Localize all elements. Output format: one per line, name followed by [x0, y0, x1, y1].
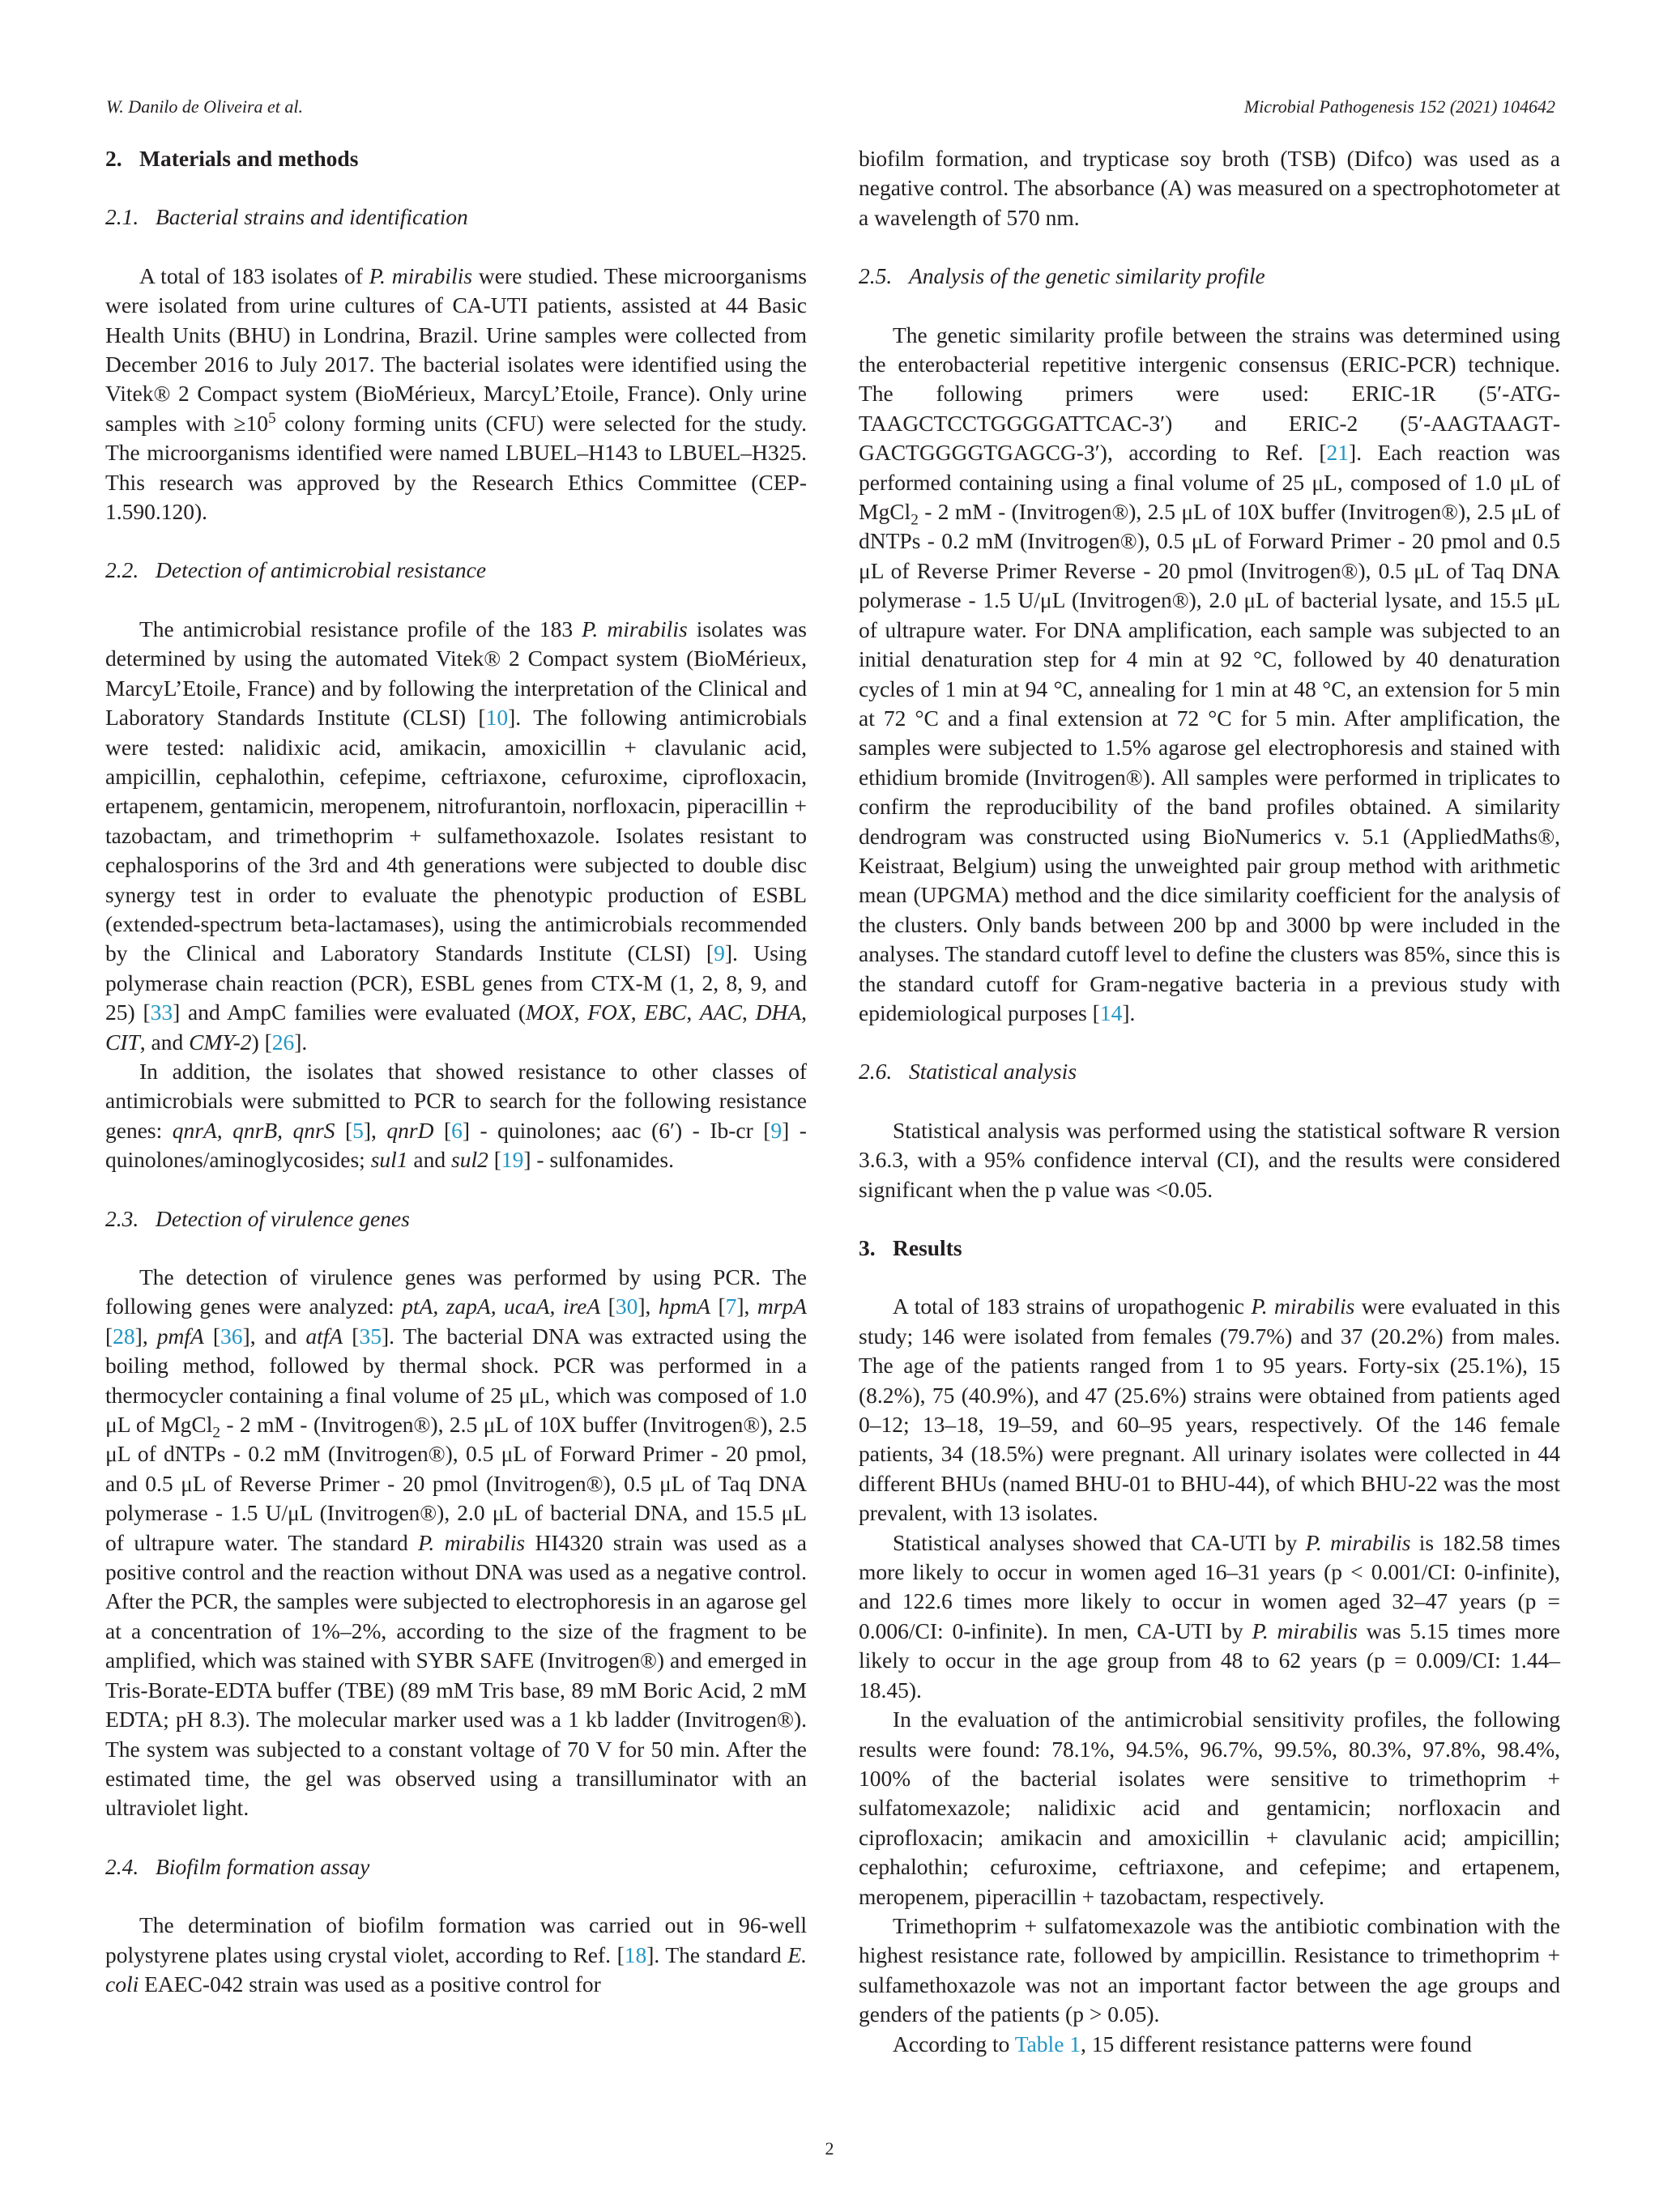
citation-link[interactable]: 30 — [615, 1294, 638, 1319]
citation-link[interactable]: 7 — [725, 1294, 737, 1319]
section-heading-2: 2. Materials and methods — [105, 146, 359, 171]
citation-link[interactable]: 33 — [150, 999, 173, 1025]
paragraph-results-overview: A total of 183 strains of uropathogenic P. mirabilis were evaluated in this study; 146 were isolated from females (79.7%) and 37 (20.2%) from males. The age of the patients ranged from 1 to 95 years. Forty-six (25.1%), 15 (8.2%), 75 (40.9%), and 47 (25.6%) strains were obtained from patients aged 0–12; 13–18, 19–59, and 60–95 years, respectively. Of the 146 female patients, 34 (18.5%) were pregnant. All urinary isolates were collected in 44 different BHUs (named BHU-01 to BHU-44), of which BHU-22 was the most prevalent, with 13 isolates. — [859, 1294, 1560, 1526]
citation-link[interactable]: 35 — [359, 1323, 382, 1349]
paragraph-genetic-similarity: The genetic similarity profile between the strains was determined using the enterobacterial repetitive intergenic consensus (ERIC-PCR) technique. The following primers were used: ERIC-1R (5′-ATGTAAGCTCCTGGGGATTCAC-3′) and ERIC-2 (5′-AAGTAAGTGACTGGGGTGAGCG-3′), according to Ref. [21]. Each reaction was performed containing using a final volume of 25 μL, composed of 1.0 μL of MgCl$_2$ - 2 mM - (Invitrogen®), 2.5 μL of 10X buffer (Invitrogen®), 2.5 μL of dNTPs - 0.2 mM (Invitrogen®), 0.5 μL of Forward Primer - 20 pmol and 0.5 μL of Reverse Primer Reverse - 20 pmol (Invitrogen®), 0.5 μL of Taq DNA polymerase - 1.5 U/μL (Invitrogen®), 2.0 μL of bacterial lysate, and 15.5 μL of ultrapure water. For DNA amplification, each sample was subjected to an initial denaturation step for 4 min at 92 °C, followed by 40 denaturation cycles of 1 min at 94 °C, annealing for 1 min at 48 °C, an extension for 5 min at 72 °C and a final extension at 72 °C for 5 min. After amplification, the samples were subjected to 1.5% agarose gel electrophoresis and stained with ethidium bromide (Invitrogen®). All samples were performed in triplicates to confirm the reproducibility of the band profiles obtained. A similarity dendrogram was constructed using BioNumerics v. 5.1 (AppliedMaths®, Keistraat, Belgium) using the unweighted pair group method with arithmetic mean (UPGMA) method and the dice similarity coefficient for the analysis of the clusters. Only bands between 200 bp and 3000 bp were included in the analyses. The standard cutoff level to define the clusters was 85%, since this is the standard cutoff for Gram-negative bacteria in a previous study with epidemiological purposes [14]. — [859, 322, 1560, 1025]
paragraph-statistical-analysis: Statistical analysis was performed using the statistical software R version 3.6.3, with a 95% confidence interval (CI), and the results were considered significant when the p value was <0.05. — [859, 1117, 1560, 1202]
paragraph-results-patterns: According to Table 1, 15 different resistance patterns were found — [893, 2031, 1472, 2056]
page-number: 2 — [825, 2138, 834, 2159]
paragraph-results-sensitivity: In the evaluation of the antimicrobial sensitivity profiles, the following results were found: 78.1%, 94.5%, 96.7%, 99.5%, 80.3%, 97.8%, 98.4%, 100% of the bacterial isolates were sensitive to trimethoprim + sulfatomexazole; nalidixic acid and gentamicin; norfloxacin and ciprofloxacin; amikacin and amoxicillin + clavulanic acid; ampicillin; cephalothin; cefuroxime, ceftriaxone, and cefepime; and ertapenem, meropenem, piperacillin + tazobactam, respectively. — [859, 1707, 1560, 1909]
citation-link[interactable]: 14 — [1099, 999, 1123, 1025]
paragraph-bacterial-strains: A total of 183 isolates of P. mirabilis were studied. These microorganisms were isolated from urine cultures of CA-UTI patients, assisted at 44 Basic Health Units (BHU) in Londrina, Brazil. Urine samples were collected from December 2016 to July 2017. The bacterial isolates were identified using the Vitek® 2 Compact system (BioMérieux, MarcyL’Etoile, France). Only urine samples with $\ge 10^5$ colony forming units (CFU) were selected for the study. The microorganisms identified were named LBUEL–H143 to LBUEL–H325. This research was approved by the Research Ethics Committee (CEP-1.590.120). — [105, 262, 807, 525]
citation-link[interactable]: 9 — [714, 940, 725, 966]
paragraph-resistance-genes: In addition, the isolates that showed resistance to other classes of antimicrobials were submitted to PCR to search for the following resistance genes: qnrA, qnrB, qnrS [5], qnrD [6] - quinolones; aac (6′) - Ib-cr [9] - quinolones/aminoglycosides; sul1 and sul2 [19] - sulfonamides. — [105, 1058, 807, 1173]
paragraph-biofilm-assay: The determination of biofilm formation was carried out in 96-well polystyrene plates using crystal violet, according to Ref. [18]. The standard E. coli EAEC-042 strain was used as a positive control for — [105, 1912, 808, 1997]
citation-link[interactable]: 5 — [352, 1117, 364, 1143]
subsection-heading-2-4: 2.4. Biofilm formation assay — [105, 1853, 370, 1879]
paragraph-results-statistics: Statistical analyses showed that CA-UTI by P. mirabilis is 182.58 times more likely to occur in women aged 16–31 years (p < 0.001/CI: 0-infinite), and 122.6 times more likely to occur in women aged 32–47 years (p = 0.006/CI: 0-infinite). In men, CA-UTI by P. mirabilis was 5.15 times more likely to occur in the age group from 48 to 62 years (p = 0.009/CI: 1.44–18.45). — [859, 1529, 1561, 1703]
citation-link[interactable]: 21 — [1326, 440, 1350, 466]
citation-link[interactable]: 19 — [501, 1147, 524, 1173]
subsection-heading-2-5: 2.5. Analysis of the genetic similarity profile — [859, 263, 1265, 289]
paragraph-results-resistance: Trimethoprim + sulfatomexazole was the antibiotic combination with the highest resistance rate, followed by ampicillin. Resistance to trimethoprim + sulfamethoxazole was not an important factor between the age groups and genders of the patients (p > 0.05). — [859, 1912, 1560, 2027]
left-column — [105, 144, 807, 1999]
citation-link[interactable]: 36 — [220, 1323, 243, 1349]
citation-link[interactable]: 28 — [113, 1323, 135, 1349]
subsection-heading-2-2: 2.2. Detection of antimicrobial resistance — [105, 557, 487, 583]
running-header-journal: Microbial Pathogenesis 152 (2021) 104642 — [1243, 96, 1555, 117]
section-heading-3: 3. Results — [859, 1235, 962, 1260]
table-1-link[interactable]: Table 1 — [1014, 2031, 1081, 2056]
paragraph-biofilm-continued: biofilm formation, and trypticase soy broth (TSB) (Difco) was used as a negative control. The absorbance (A) was measured on a spectrophotometer at a wavelength of 570 nm. — [859, 146, 1560, 230]
citation-link[interactable]: 9 — [770, 1117, 783, 1143]
citation-link[interactable]: 26 — [271, 1029, 295, 1055]
running-header-authors: W. Danilo de Oliveira et al. — [106, 96, 303, 117]
citation-link[interactable]: 10 — [485, 705, 509, 731]
right-column — [859, 144, 1560, 2059]
citation-link[interactable]: 18 — [624, 1941, 647, 1967]
paragraph-virulence-genes: The detection of virulence genes was performed by using PCR. The following genes were analyzed: ptA, zapA, ucaA, ireA [30], hpmA [7], mrpA [28], pmfA [36], and atfA [35]. The bacterial DNA was extracted using the boiling method, followed by thermal shock. PCR was performed in a thermocycler containing a final volume of 25 μL, which was composed of 1.0 μL of MgCl$_2$ - 2 mM - (Invitrogen®), 2.5 μL of 10X buffer (Invitrogen®), 2.5 μL of dNTPs - 0.2 mM (Invitrogen®), 0.5 μL of Forward Primer - 20 pmol, and 0.5 μL of Reverse Primer - 20 pmol (Invitrogen®), 0.5 μL of Taq DNA polymerase - 1.5 U/μL (Invitrogen®), 2.0 μL of bacterial DNA, and 15.5 μL of ultrapure water. The standard P. mirabilis HI4320 strain was used as a positive control and the reaction without DNA was used as a negative control. After the PCR, the samples were subjected to electrophoresis in an agarose gel at a concentration of 1%–2%, according to the size of the fragment to be amplified, which was stained with SYBR SAFE (Invitrogen®) and emerged in Tris-Borate-EDTA buffer (TBE) (89 mM Tris base, 89 mM Boric Acid, 2 mM EDTA; pH 8.3). The molecular marker used was a 1 kb ladder (Invitrogen®). The system was subjected to a constant voltage of 70 V for 50 min. After the estimated time, the gel was observed using a transilluminator with an ultraviolet light. — [105, 1264, 808, 1821]
subsection-heading-2-3: 2.3. Detection of virulence genes — [105, 1205, 410, 1231]
paragraph-antimicrobial-resistance: The antimicrobial resistance profile of the 183 P. mirabilis isolates was determined by using the automated Vitek® 2 Compact system (BioMérieux, MarcyL’Etoile, France) and by following the interpretation of the Clinical and Laboratory Standards Institute (CLSI) [10]. The following antimicrobials were tested: nalidixic acid, amikacin, amoxicillin + clavulanic acid, ampicillin, cephalothin, cefepime, ceftriaxone, cefuroxime, ciprofloxacin, ertapenem, gentamicin, meropenem, nitrofurantoin, norfloxacin, piperacillin + tazobactam, and trimethoprim + sulfamethoxazole. Isolates resistant to cephalosporins of the 3rd and 4th generations were subjected to double disc synergy test in order to evaluate the phenotypic production of ESBL (extended-spectrum beta-lactamases), using the antimicrobials recommended by the Clinical and Laboratory Standards Institute (CLSI) [9]. Using polymerase chain reaction (PCR), ESBL genes from CTX-M (1, 2, 8, 9, and 25) [33] and AmpC families were evaluated (MOX, FOX, EBC, AAC, DHA, CIT, and CMY-2) [26]. — [105, 616, 807, 1055]
citation-link[interactable]: 6 — [451, 1117, 463, 1143]
subsection-heading-2-6: 2.6. Statistical analysis — [859, 1059, 1077, 1085]
subsection-heading-2-1: 2.1. Bacterial strains and identification — [105, 204, 468, 230]
